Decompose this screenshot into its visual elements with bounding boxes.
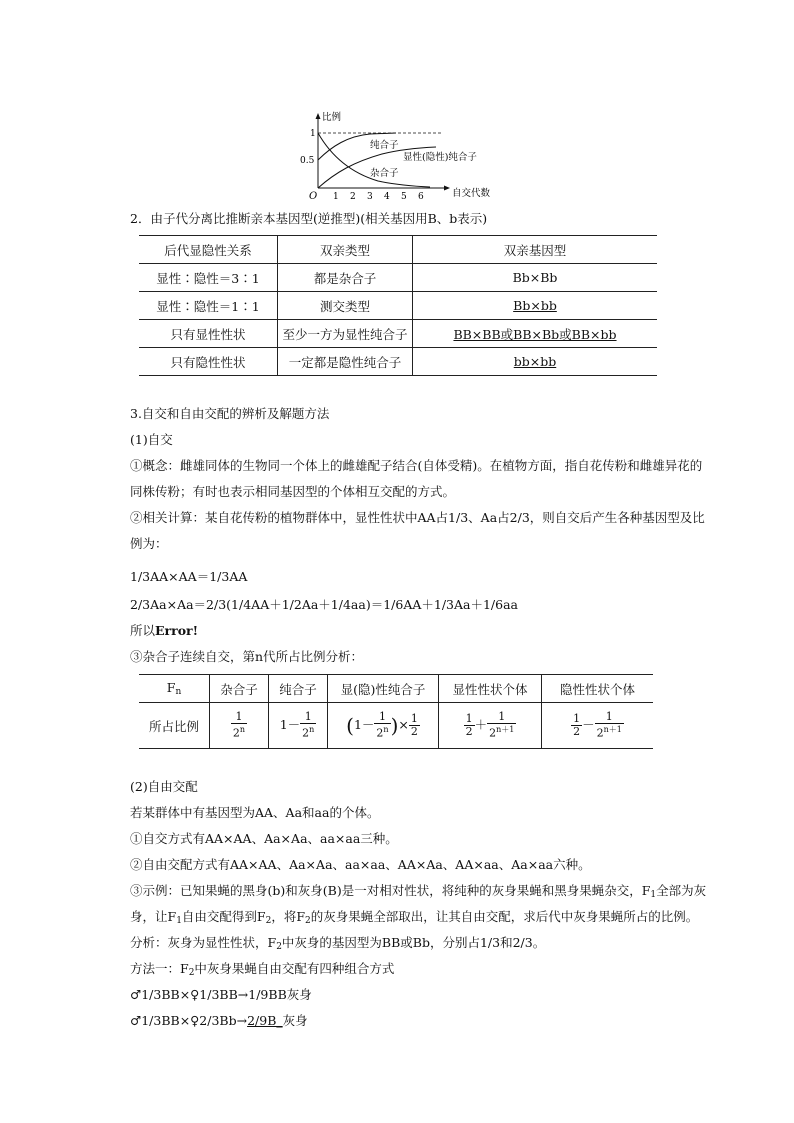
reverse-genotype-table: [139, 235, 657, 376]
cell-genotype: Bb×Bb: [413, 264, 658, 292]
section2-heading: 2．由子代分离比推断亲本基因型(逆推型)(相关基因用B、b表示): [130, 211, 488, 226]
cell-type: 测交类型: [278, 292, 413, 320]
header-pure: 纯合子: [269, 675, 328, 703]
x-axis-arrow: [444, 186, 450, 191]
cell-type: 都是杂合子: [278, 264, 413, 292]
analysis-line: 分析：灰身为显性性状，$F_2$中灰身的基因型为BB或Bb，分别占1/3和2/3。: [130, 935, 546, 952]
header-type: 双亲类型: [278, 236, 413, 264]
x-tick-4: 4: [384, 192, 390, 202]
header-dom-pure: 显(隐)性纯合子: [328, 675, 439, 703]
cell-recessive-formula: $\frac{1}{2}$ － $\frac{1}{2^{n+1}}$: [542, 703, 654, 749]
table2-row: [139, 703, 653, 749]
proportion-curve-figure: [296, 110, 502, 202]
concept-line-2: 同株传粉；有时也表示相同基因型的个体相互交配的方式。: [130, 484, 456, 499]
calc-line-1: ②相关计算：某自花传粉的植物群体中，显性性状中AA占1/3、Aa占2/3，则自交后产生各种基因型及比: [130, 510, 705, 525]
x-tick-6: 6: [418, 192, 424, 202]
y-axis-label: 比例: [322, 112, 342, 123]
concept-line-1: ①概念：雌雄同体的生物同一个体上的雌雄配子结合(自体受精)。在植物方面，指自花传粉和雌雄异花的: [130, 458, 703, 473]
free-line-2: ②自由交配方式有AA×AA、Aa×Aa、aa×aa、AA×Aa、AA×aa、Aa×aa六种。: [130, 857, 591, 872]
cell-dom-pure-formula: (1－ $\frac{1}{2^n}$ )× $\frac{1}{2}$: [328, 703, 439, 749]
x-tick-1: 1: [333, 192, 339, 202]
equation-2: 2/3Aa×Aa＝2/3(1/4AA＋1/2Aa＋1/4aa)＝1/6AA＋1/3Aa＋1/6aa: [130, 597, 519, 612]
x-tick-3: 3: [367, 192, 373, 202]
cell-hetero-formula: $\frac{1}{2^n}$: [210, 703, 269, 749]
free-intro: 若某群体中有基因型为AA、Aa和aa的个体。: [130, 805, 380, 820]
curve-label-dominant-pure: 显性(隐性)纯合子: [403, 152, 477, 163]
header-recessive: 隐性性状个体: [542, 675, 654, 703]
table-header-row: [139, 236, 657, 264]
cell-genotype: [413, 348, 658, 376]
genotype-underlined: Bb×bb: [513, 298, 557, 313]
subsection-selfing: (1)自交: [130, 432, 173, 447]
header-dominant: 显性性状个体: [439, 675, 542, 703]
section3-heading: 3.自交和自由交配的辨析及解题方法: [130, 406, 330, 421]
genotype-underlined: BB×BB或BB×Bb或BB×bb: [453, 326, 617, 342]
table-row: [139, 348, 657, 376]
combo-line-2: ♂1/3BB×♀2/3Bb→2/9B_灰身: [130, 1013, 308, 1028]
table2-header-row: [139, 675, 653, 703]
cell-relation: 显性∶隐性＝1∶1: [139, 292, 278, 320]
combo-line-1: ♂1/3BB×♀1/3BB→1/9BB灰身: [130, 987, 312, 1002]
calc-line-2: 例为：: [130, 536, 168, 551]
free-line-1: ①自交方式有AA×AA、Aa×Aa、aa×aa三种。: [130, 831, 398, 846]
header-hetero: 杂合子: [210, 675, 269, 703]
so-prefix: 所以: [130, 623, 156, 638]
x-axis-label: 自交代数: [452, 188, 491, 199]
so-line: [130, 622, 198, 640]
hetero-proportion-table: [139, 674, 653, 749]
subsection-free-mating: (2)自由交配: [130, 779, 198, 794]
cell-pure-formula: 1－ $\frac{1}{2^n}$: [269, 703, 328, 749]
cell-type: 一定都是隐性纯合子: [278, 348, 413, 376]
figure-svg: [296, 110, 502, 202]
table-row: [139, 320, 657, 348]
example-line-2: 身，让$F_1$自由交配得到$F_2$，将$F_2$的灰身果蝇全部取出，让其自由交配，求后代中灰身果蝇所占的比例。: [130, 909, 699, 926]
cell-genotype: [413, 292, 658, 320]
header-fn: $F_n$: [139, 675, 210, 703]
cell-type: 至少一方为显性纯合子: [278, 320, 413, 348]
cell-dominant-formula: $\frac{1}{2}$ ＋ $\frac{1}{2^{n+1}}$: [439, 703, 542, 749]
cell-genotype: [413, 320, 658, 348]
origin-label: O: [309, 191, 318, 202]
row-label: 所占比例: [139, 703, 210, 749]
y-tick-05: 0.5: [300, 156, 315, 166]
y-axis-arrow: [316, 113, 321, 119]
table-row: [139, 292, 657, 320]
hetero-line: ③杂合子连续自交，第n代所占比例分析：: [130, 649, 364, 664]
x-tick-5: 5: [401, 192, 407, 202]
cell-relation: 显性∶隐性＝3∶1: [139, 264, 278, 292]
x-tick-2: 2: [350, 192, 356, 202]
y-tick-1: 1: [310, 129, 316, 139]
equation-1: 1/3AA×AA＝1/3AA: [130, 569, 248, 584]
method-line: 方法一：$F_2$中灰身果蝇自由交配有四种组合方式: [130, 961, 395, 978]
genotype-underlined: bb×bb: [513, 354, 557, 369]
cell-relation: 只有隐性性状: [139, 348, 278, 376]
cell-relation: 只有显性性状: [139, 320, 278, 348]
error-text: Error!: [155, 623, 199, 638]
curve-label-pure: 纯合子: [370, 140, 399, 151]
header-genotype: 双亲基因型: [413, 236, 658, 264]
curve-label-hetero: 杂合子: [370, 168, 399, 179]
table-row: [139, 264, 657, 292]
header-relation: 后代显隐性关系: [139, 236, 278, 264]
example-line-1: ③示例：已知果蝇的黑身(b)和灰身(B)是一对相对性状，将纯种的灰身果蝇和黑身果蝇杂交，$F_1$全部为灰: [130, 883, 707, 900]
